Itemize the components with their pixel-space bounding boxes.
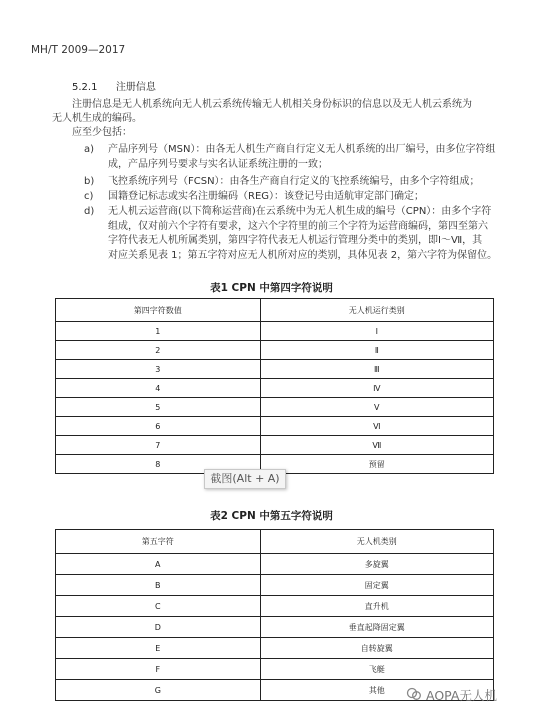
table-cell: 多旋翼 [260, 554, 493, 575]
table-row [56, 360, 494, 379]
table-cell: Ⅲ [260, 360, 493, 379]
list-text-line: 字符代表无人机所属类别，第四字符代表无人机运行管理分类中的类别，即Ⅰ～Ⅶ，其 [108, 235, 483, 246]
list-text-line: 对应关系见表 1；第五字符对应无人机所对应的类别，具体见表 2，第六字符为保留位。 [108, 249, 498, 261]
list-text-line: 国籍登记标志或实名注册编码（REG）：该登记号由适航审定部门确定； [108, 191, 425, 202]
table-cell: 6 [56, 417, 261, 436]
table-cell: 2 [56, 341, 261, 360]
list-marker: a) [84, 144, 95, 155]
table-cell: Ⅴ [260, 398, 493, 417]
list-text [108, 205, 508, 263]
table-cell: Ⅵ [260, 417, 493, 436]
column-header: 第四字符数值 [56, 299, 261, 322]
table-cell: 1 [56, 322, 261, 341]
table-cell: A [56, 554, 261, 575]
table-cell: E [56, 638, 261, 659]
table-cell: 其他 [260, 680, 493, 701]
table-cell: 自转旋翼 [260, 638, 493, 659]
table-cell: 预留 [260, 455, 493, 474]
table-row [56, 379, 494, 398]
table-cell: G [56, 680, 261, 701]
list-marker: d) [84, 206, 95, 217]
column-header: 无人机类别 [260, 530, 493, 554]
table-row [56, 398, 494, 417]
column-header: 第五字符 [56, 530, 261, 554]
list-marker: b) [84, 176, 95, 187]
table-cell: 垂直起降固定翼 [260, 617, 493, 638]
standard-header: MH/T 2009—2017 [31, 44, 126, 56]
table-row [56, 659, 494, 680]
table1-caption: 表1 CPN 中第四字符说明 [210, 282, 333, 294]
table-row [56, 575, 494, 596]
table-cell: F [56, 659, 261, 680]
table-row [56, 322, 494, 341]
table-header-row [56, 299, 494, 322]
table-header-row [56, 530, 494, 554]
list-marker: c) [84, 191, 94, 202]
table2 [55, 529, 494, 701]
table-row [56, 596, 494, 617]
table-cell: Ⅱ [260, 341, 493, 360]
wechat-icon [406, 686, 422, 702]
table-cell: 直升机 [260, 596, 493, 617]
list-text-line: 组成，仅对前六个字符有要求，这六个字符里的前三个字符为运营商编码，第四至第六 [108, 220, 488, 232]
table-cell: 8 [56, 455, 261, 474]
list-text-line: 飞控系统序列号（FCSN）：由各生产商自行定义的飞控系统编号，由多个字符组成； [108, 176, 480, 187]
table-row [56, 638, 494, 659]
list-text [108, 175, 508, 190]
table-cell: 固定翼 [260, 575, 493, 596]
column-header: 无人机运行类别 [260, 299, 493, 322]
screenshot-tooltip: 截图(Alt + A) [204, 469, 286, 489]
table-row [56, 617, 494, 638]
list-text-line: 产品序列号（MSN）：由各无人机生产商自行定义无人机系统的出厂编号，由多位字符组 [108, 144, 496, 155]
table-cell: 3 [56, 360, 261, 379]
watermark-text: AOPA无人机 [426, 688, 497, 703]
intro-line-1: 注册信息是无人机系统向无人机云系统传输无人机相关身份标识的信息以及无人机云系统为 [72, 99, 472, 110]
table-cell: 飞艇 [260, 659, 493, 680]
table-row [56, 341, 494, 360]
table-cell: Ⅰ [260, 322, 493, 341]
section-heading [72, 78, 156, 93]
table-cell: B [56, 575, 261, 596]
list-text-line: 成，产品序列号要求与实名认证系统注册的一致； [108, 158, 328, 170]
table-cell: 7 [56, 436, 261, 455]
table-cell: Ⅳ [260, 379, 493, 398]
table-row [56, 436, 494, 455]
table-cell: C [56, 596, 261, 617]
table-row [56, 417, 494, 436]
section-number: 5.2.1 [72, 82, 98, 93]
intro-line-3: 应至少包括： [72, 127, 132, 138]
list-text [108, 143, 508, 172]
table2-caption: 表2 CPN 中第五字符说明 [210, 510, 333, 522]
list-text-line: 无人机云运营商(以下简称运营商)在云系统中为无人机生成的编号（CPN）：由多个字符 [108, 206, 492, 217]
section-title: 注册信息 [115, 82, 156, 93]
table-row [56, 554, 494, 575]
table-cell: 4 [56, 379, 261, 398]
list-text [108, 190, 508, 205]
table-cell: D [56, 617, 261, 638]
table-cell: Ⅶ [260, 436, 493, 455]
table-cell: 5 [56, 398, 261, 417]
intro-line-2: 无人机生成的编码。 [52, 113, 142, 124]
table1 [55, 298, 494, 474]
